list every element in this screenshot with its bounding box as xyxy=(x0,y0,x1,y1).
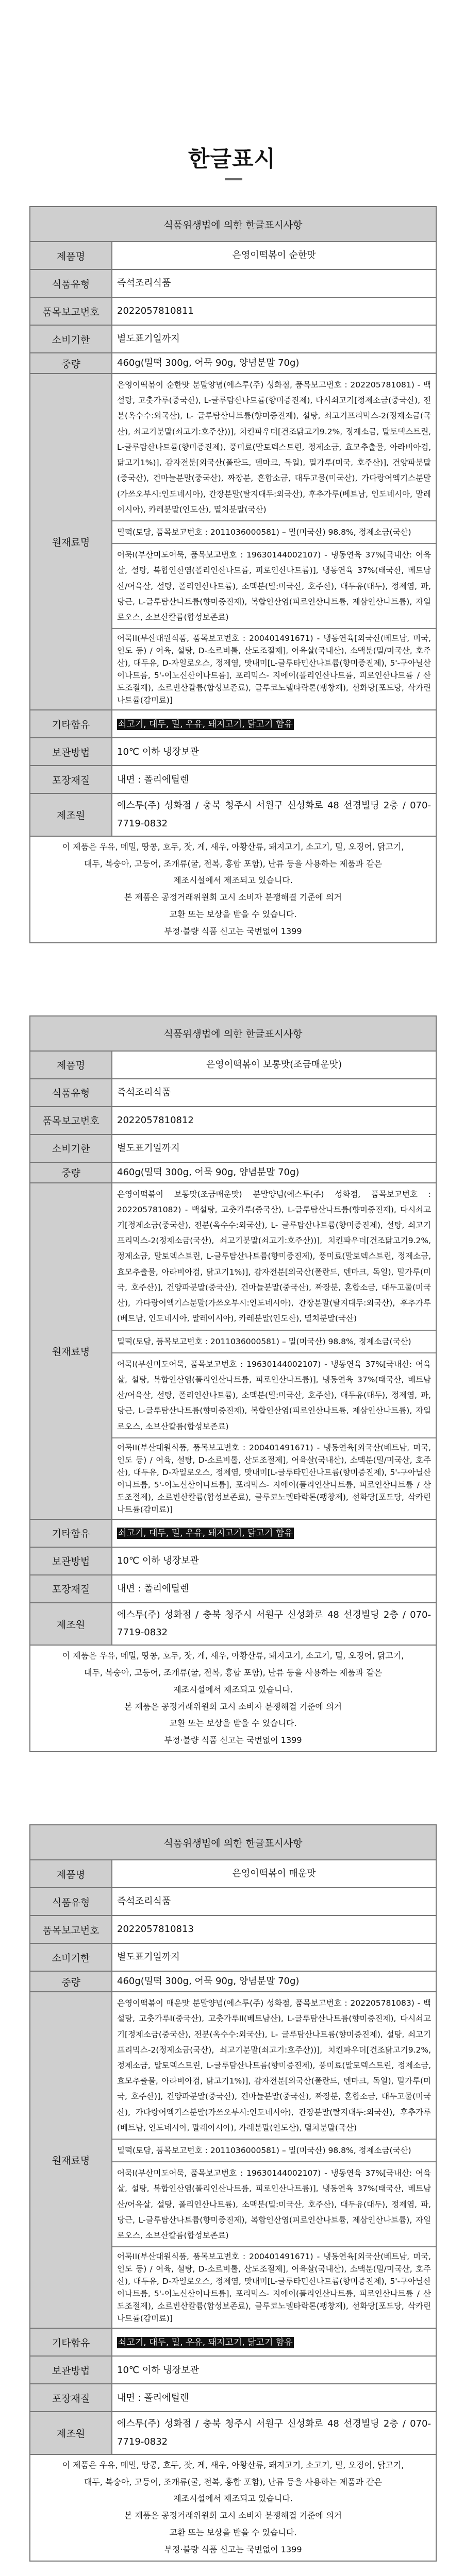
manufacturer: 에스투(주) 성화점 / 충북 청주시 서원구 신성화로 48 선경빌딩 2층 / 070-7719-0832 xyxy=(112,793,436,836)
row-report-no xyxy=(30,1916,436,1943)
key-expiry: 소비기한 xyxy=(30,1943,112,1971)
product-name: 은영이떡볶이 매운맛 xyxy=(112,1860,436,1888)
row-weight xyxy=(30,1162,436,1183)
notice-line: 본 제품은 공정거래위원회 고시 소비자 분쟁해결 기준에 의거 xyxy=(124,892,342,903)
notice-line: 교환 또는 보상을 받을 수 있습니다. xyxy=(169,1718,297,1728)
notice-line: 이 제품은 우유, 메밀, 땅콩, 호두, 잣, 게, 새우, 아황산류, 돼지고기, 소고기, 밀, 오징어, 닭고기, xyxy=(62,1651,404,1661)
food-type: 즉석조리식품 xyxy=(112,1079,436,1107)
spacer xyxy=(0,943,464,1015)
notice-line: 이 제품은 우유, 메밀, 땅콩, 호두, 잣, 게, 새우, 아황산류, 돼지고기, 소고기, 밀, 오징어, 닭고기, xyxy=(62,841,404,852)
row-storage xyxy=(30,2356,436,2384)
row-product-name xyxy=(30,1051,436,1079)
weight: 460g(밀떡 300g, 어묵 90g, 양념분말 70g) xyxy=(112,1162,436,1183)
report-no: 2022057810812 xyxy=(112,1107,436,1134)
notice xyxy=(30,1645,436,1752)
notice-line: 제조시설에서 제조되고 있습니다. xyxy=(173,2494,293,2504)
row-storage xyxy=(30,1547,436,1575)
key-manufacturer: 제조원 xyxy=(30,2412,112,2454)
notice-line: 본 제품은 공정거래위원회 고시 소비자 분쟁해결 기준에 의거 xyxy=(124,1701,342,1711)
packaging: 내면 : 폴리에틸렌 xyxy=(112,766,436,793)
key-food-type: 식품유형 xyxy=(30,269,112,297)
key-product-name: 제품명 xyxy=(30,242,112,269)
notice xyxy=(30,2454,436,2561)
key-expiry: 소비기한 xyxy=(30,1134,112,1162)
allergen-highlight: 쇠고기, 대두, 밀, 우유, 돼지고기, 닭고기 함유 xyxy=(118,2337,293,2348)
key-manufacturer: 제조원 xyxy=(30,1603,112,1645)
ingredients xyxy=(112,1992,436,2328)
table-header: 식품위생법에 의한 한글표시사항 xyxy=(30,207,436,242)
report-no: 2022057810813 xyxy=(112,1916,436,1943)
ingredient-seasoning: 은영이떡볶이 순한맛 분말양념(에스투(주) 성화점, 품목보고번호 : 202205781081) - 백설탕, 고춧가루(중국산), L-글루탐산나트륨(향미증진제), 다시쇠고기[정제소금(중국산), 전분(옥수수:외국산), L- 글루탐산나트륨(향미증진제), 설탕, 쇠고기프리믹스-2(정제소금(국산), 쇠고기분말(쇠고기:호주산))], 치킨파우더[건조닭고기9.2%, 정제소금, 말토덱스트린, L-글루탐산나트륨(향미증진제), 풍미료(말토덱스트린, 정제소금, 효모추출물, 아라비아검, 닭고기1%)], 감자전분[외국산(폴란드, 덴마크, 독일), 밀가루(미국, 호주산)], 건양파분말(중국산), 건마늘분말(중국산), 짜장분, 혼합소금, 대두고물(미국산), 가다랑어엑기스분말(가쓰오부시:인도네시아), 간장분말(탈지대두:외국산), 후추가루(베트남, 인도네시아, 말레이시아), 카레분말(인도산), 멸치분말(국산) xyxy=(117,380,431,514)
key-weight: 중량 xyxy=(30,353,112,374)
ingredient-fishcake-1: 어묵I(부산미도어묵, 품목보고번호 : 19630144002107) - 냉동연육 37%[국내산: 어육살, 설탕, 복합인산염(폴리인산나트륨, 피로인산나트륨)], 냉동연육 37%(태국산, 베트남산/어육살, 설탕, 폴리인산나트륨), 소맥분(밀:미국산, 호주산), 대두유(대두), 정제염, 파, 당근, L-글루탐산나트륨(향미증진제), 복합인산염(피로인산나트륨, 제삼인산나트륨), 자일로오스, 소브산칼륨(합성보존료) xyxy=(112,1352,436,1437)
label-tables xyxy=(0,206,464,2576)
ingredients xyxy=(112,374,436,710)
key-report-no: 품목보고번호 xyxy=(30,297,112,325)
table-header: 식품위생법에 의한 한글표시사항 xyxy=(30,1016,436,1051)
storage: 10℃ 이하 냉장보관 xyxy=(112,2356,436,2384)
row-packaging xyxy=(30,1575,436,1603)
notice-line: 부정·불량 식품 신고는 국번없이 1399 xyxy=(164,1735,302,1745)
food-type: 즉석조리식품 xyxy=(112,269,436,297)
notice-line: 부정·불량 식품 신고는 국번없이 1399 xyxy=(164,926,302,936)
row-storage xyxy=(30,738,436,766)
notice-line: 대두, 복숭아, 고등어, 조개류(굴, 전복, 홍합 포함), 난류 등을 사용하는 제품과 같은 xyxy=(84,1668,383,1678)
food-label-table xyxy=(29,1015,437,1753)
key-ingredients: 원재료명 xyxy=(30,1183,112,1519)
row-ingredients xyxy=(30,374,436,710)
key-packaging: 포장재질 xyxy=(30,766,112,793)
key-weight: 중량 xyxy=(30,1162,112,1183)
expiry: 별도표기일까지 xyxy=(112,1943,436,1971)
row-weight xyxy=(30,1971,436,1992)
key-ingredients: 원재료명 xyxy=(30,1992,112,2328)
product-name: 은영이떡볶이 순한맛 xyxy=(112,242,436,269)
notice-line: 제조시설에서 제조되고 있습니다. xyxy=(173,1684,293,1694)
ingredient-seasoning: 은영이떡볶이 보통맛(조금매운맛) 분말양념(에스투(주) 성화점, 품목보고번호 : 202205781082) - 백설탕, 고춧가루(중국산), L-글루탐산나트륨(향미증진제), 다시쇠고기[정제소금(중국산), 전분(옥수수:외국산), L- 글루탐산나트륨(향미증진제), 설탕, 쇠고기프리믹스-2(정제소금(국산), 쇠고기분말(쇠고기:호주산))], 치킨파우더[건조닭고기9.2%, 정제소금, 말토덱스트린, L-글루탐산나트륨(향미증진제), 풍미료(말토덱스트린, 정제소금, 효모추출물, 아라비아검, 닭고기1%)], 감자전분[외국산(폴란드, 덴마크, 독일), 밀가루(미국, 호주산)], 건양파분말(중국산), 건마늘분말(중국산), 짜장분, 혼합소금, 대두고물(미국산), 가다랑어엑기스분말(가쓰오부시:인도네시아), 간장분말(탈지대두:외국산), 후추가루(베트남, 인도네시아, 말레이시아), 카레분말(인도산), 멸치분말(국산) xyxy=(117,1189,431,1324)
report-no: 2022057810811 xyxy=(112,297,436,325)
row-expiry xyxy=(30,1134,436,1162)
row-packaging xyxy=(30,2384,436,2412)
key-product-name: 제품명 xyxy=(30,1051,112,1079)
row-weight xyxy=(30,353,436,374)
expiry: 별도표기일까지 xyxy=(112,1134,436,1162)
key-packaging: 포장재질 xyxy=(30,1575,112,1603)
key-food-type: 식품유형 xyxy=(30,1079,112,1107)
key-weight: 중량 xyxy=(30,1971,112,1992)
ingredient-rice-cake: 밀떡(토담, 품목보고번호 : 2011036000581) – 밀(미국산) 98.8%, 정제소금(국산) xyxy=(112,520,436,543)
ingredient-fishcake-1: 어묵I(부산미도어묵, 품목보고번호 : 19630144002107) - 냉동연육 37%[국내산: 어육살, 설탕, 복합인산염(폴리인산나트륨, 피로인산나트륨)], 냉동연육 37%(태국산, 베트남산/어육살, 설탕, 폴리인산나트륨), 소맥분(밀:미국산, 호주산), 대두유(대두), 정제염, 파, 당근, L-글루탐산나트륨(향미증진제), 복합인산염(피로인산나트륨, 제삼인산나트륨), 자일로오스, 소브산칼륨(합성보존료) xyxy=(112,543,436,628)
expiry: 별도표기일까지 xyxy=(112,325,436,353)
row-food-type xyxy=(30,269,436,297)
row-report-no xyxy=(30,297,436,325)
food-type: 즉석조리식품 xyxy=(112,1888,436,1916)
page-title: 한글표시 xyxy=(188,146,276,172)
spacer xyxy=(0,1752,464,1824)
product-name: 은영이떡볶이 보통맛(조금매운맛) xyxy=(112,1051,436,1079)
key-storage: 보관방법 xyxy=(30,738,112,766)
notice xyxy=(30,836,436,943)
divider-dash xyxy=(225,178,242,180)
storage: 10℃ 이하 냉장보관 xyxy=(112,1547,436,1575)
key-food-type: 식품유형 xyxy=(30,1888,112,1916)
row-manufacturer xyxy=(30,1603,436,1645)
row-packaging xyxy=(30,766,436,793)
row-contains xyxy=(30,1519,436,1547)
allergen-highlight: 쇠고기, 대두, 밀, 우유, 돼지고기, 닭고기 함유 xyxy=(118,719,293,730)
allergen-highlight: 쇠고기, 대두, 밀, 우유, 돼지고기, 닭고기 함유 xyxy=(118,1528,293,1539)
key-packaging: 포장재질 xyxy=(30,2384,112,2412)
row-expiry xyxy=(30,325,436,353)
key-manufacturer: 제조원 xyxy=(30,793,112,836)
ingredient-fishcake-2: 어묵II(부산대원식품, 품목보고번호 : 200401491671) - 냉동연육[외국산(베트남, 미국, 인도 등) / 어육, 설탕, D-소르비톨, 산도조절제], 어육살(국내산), 소맥분(밀/미국산, 호주산), 대두유, D-자일로오스, 정제염, 맛내미[L-글루타민산나트륨(향미증진제), 5'-구아닐산이나트륨, 5'-이노신산이나트륨], 포리믹스- 지에이(폴리인산나트륨, 피로인산나트륨 / 산도조절제), 소르빈산칼륨(합성보존료), 글루코노델타락톤(팽창제), 선화당[포도당, 삭카린나트륨(감미료)] xyxy=(112,628,436,709)
key-report-no: 품목보고번호 xyxy=(30,1916,112,1943)
row-expiry xyxy=(30,1943,436,1971)
notice-line: 교환 또는 보상을 받을 수 있습니다. xyxy=(169,909,297,919)
row-ingredients xyxy=(30,1992,436,2328)
key-storage: 보관방법 xyxy=(30,2356,112,2384)
manufacturer: 에스투(주) 성화점 / 충북 청주시 서원구 신성화로 48 선경빌딩 2층 / 070-7719-0832 xyxy=(112,1603,436,1645)
key-expiry: 소비기한 xyxy=(30,325,112,353)
manufacturer: 에스투(주) 성화점 / 충북 청주시 서원구 신성화로 48 선경빌딩 2층 / 070-7719-0832 xyxy=(112,2412,436,2454)
table-header: 식품위생법에 의한 한글표시사항 xyxy=(30,1825,436,1860)
row-food-type xyxy=(30,1079,436,1107)
row-food-type xyxy=(30,1888,436,1916)
ingredient-fishcake-2: 어묵II(부산대원식품, 품목보고번호 : 200401491671) - 냉동연육[외국산(베트남, 미국, 인도 등) / 어육, 설탕, D-소르비톨, 산도조절제], 어육살(국내산), 소맥분(밀/미국산, 호주산), 대두유, D-자일로오스, 정제염, 맛내미[L-글루타민산나트륨(향미증진제), 5'-구아닐산이나트륨, 5'-이노신산이나트륨], 포리믹스- 지에이(폴리인산나트륨, 피로인산나트륨 / 산도조절제), 소르빈산칼륨(합성보존료), 글루코노델타락톤(팽창제), 선화당[포도당, 삭카린나트륨(감미료)] xyxy=(112,2246,436,2328)
key-report-no: 품목보고번호 xyxy=(30,1107,112,1134)
weight: 460g(밀떡 300g, 어묵 90g, 양념분말 70g) xyxy=(112,1971,436,1992)
page-header xyxy=(0,0,464,206)
ingredient-fishcake-1: 어묵I(부산미도어묵, 품목보고번호 : 19630144002107) - 냉동연육 37%[국내산: 어육살, 설탕, 복합인산염(폴리인산나트륨, 피로인산나트륨)], 냉동연육 37%(태국산, 베트남산/어육살, 설탕, 폴리인산나트륨), 소맥분(밀:미국산, 호주산), 대두유(대두), 정제염, 파, 당근, L-글루탐산나트륨(향미증진제), 복합인산염(피로인산나트륨, 제삼인산나트륨), 자일로오스, 소브산칼륨(합성보존료) xyxy=(112,2161,436,2246)
row-product-name xyxy=(30,1860,436,1888)
row-contains xyxy=(30,710,436,738)
row-product-name xyxy=(30,242,436,269)
notice-line: 이 제품은 우유, 메밀, 땅콩, 호두, 잣, 게, 새우, 아황산류, 돼지고기, 소고기, 밀, 오징어, 닭고기, xyxy=(62,2460,404,2470)
storage: 10℃ 이하 냉장보관 xyxy=(112,738,436,766)
key-storage: 보관방법 xyxy=(30,1547,112,1575)
row-manufacturer xyxy=(30,2412,436,2454)
key-contains: 기타함유 xyxy=(30,2328,112,2356)
key-contains: 기타함유 xyxy=(30,710,112,738)
notice-line: 대두, 복숭아, 고등어, 조개류(굴, 전복, 홍합 포함), 난류 등을 사용하는 제품과 같은 xyxy=(84,858,383,869)
weight: 460g(밀떡 300g, 어묵 90g, 양념분말 70g) xyxy=(112,353,436,374)
key-product-name: 제품명 xyxy=(30,1860,112,1888)
key-contains: 기타함유 xyxy=(30,1519,112,1547)
key-ingredients: 원재료명 xyxy=(30,374,112,710)
ingredient-seasoning: 은영이떡볶이 매운맛 분말양념(에스투(주) 성화점, 품목보고번호 : 202205781083) - 백설탕, 고춧가루I(중국산), 고춧가루II(베트남산), L-글루탐산나트륨(향미증진제), 다시쇠고기[정제소금(중국산), 전분(옥수수:외국산), L- 글루탐산나트륨(향미증진제), 설탕, 쇠고기프리믹스-2(정제소금(국산), 쇠고기분말(쇠고기:호주산))], 치킨파우더[건조닭고기9.2%, 정제소금, 말토덱스트린, L-글루탐산나트륨(향미증진제), 풍미료(말토덱스트린, 정제소금, 효모추출물, 아라비아검, 닭고기1%)], 감자전분[외국산(폴란드, 덴마크, 독일), 밀가루(미국, 호주산)], 건양파분말(중국산), 건마늘분말(중국산), 짜장분, 혼합소금, 대두고물(미국산), 가다랑어엑기스분말(가쓰오부시:인도네시아), 간장분말(탈지대두:외국산), 후추가루(베트남, 인도네시아, 말레이시아), 카레분말(인도산), 멸치분말(국산) xyxy=(117,1998,431,2132)
packaging: 내면 : 폴리에틸렌 xyxy=(112,1575,436,1603)
spacer xyxy=(0,2562,464,2576)
ingredient-fishcake-2: 어묵II(부산대원식품, 품목보고번호 : 200401491671) - 냉동연육[외국산(베트남, 미국, 인도 등) / 어육, 설탕, D-소르비톨, 산도조절제], 어육살(국내산), 소맥분(밀/미국산, 호주산), 대두유, D-자일로오스, 정제염, 맛내미[L-글루타민산나트륨(향미증진제), 5'-구아닐산이나트륨, 5'-이노신산이나트륨], 포리믹스- 지에이(폴리인산나트륨, 피로인산나트륨 / 산도조절제), 소르빈산칼륨(합성보존료), 글루코노델타락톤(팽창제), 선화당[포도당, 삭카린나트륨(감미료)] xyxy=(112,1437,436,1519)
row-ingredients xyxy=(30,1183,436,1519)
ingredient-rice-cake: 밀떡(토담, 품목보고번호 : 2011036000581) – 밀(미국산) 98.8%, 정제소금(국산) xyxy=(112,2139,436,2161)
food-label-table xyxy=(29,1824,437,2562)
row-contains xyxy=(30,2328,436,2356)
notice-line: 본 제품은 공정거래위원회 고시 소비자 분쟁해결 기준에 의거 xyxy=(124,2511,342,2521)
food-label-table xyxy=(29,206,437,943)
row-report-no xyxy=(30,1107,436,1134)
notice-line: 교환 또는 보상을 받을 수 있습니다. xyxy=(169,2528,297,2537)
notice-line: 대두, 복숭아, 고등어, 조개류(굴, 전복, 홍합 포함), 난류 등을 사용하는 제품과 같은 xyxy=(84,2477,383,2487)
packaging: 내면 : 폴리에틸렌 xyxy=(112,2384,436,2412)
ingredient-rice-cake: 밀떡(토담, 품목보고번호 : 2011036000581) – 밀(미국산) 98.8%, 정제소금(국산) xyxy=(112,1330,436,1352)
notice-line: 제조시설에서 제조되고 있습니다. xyxy=(173,875,293,886)
ingredients xyxy=(112,1183,436,1519)
notice-line: 부정·불량 식품 신고는 국번없이 1399 xyxy=(164,2544,302,2554)
row-manufacturer xyxy=(30,793,436,836)
